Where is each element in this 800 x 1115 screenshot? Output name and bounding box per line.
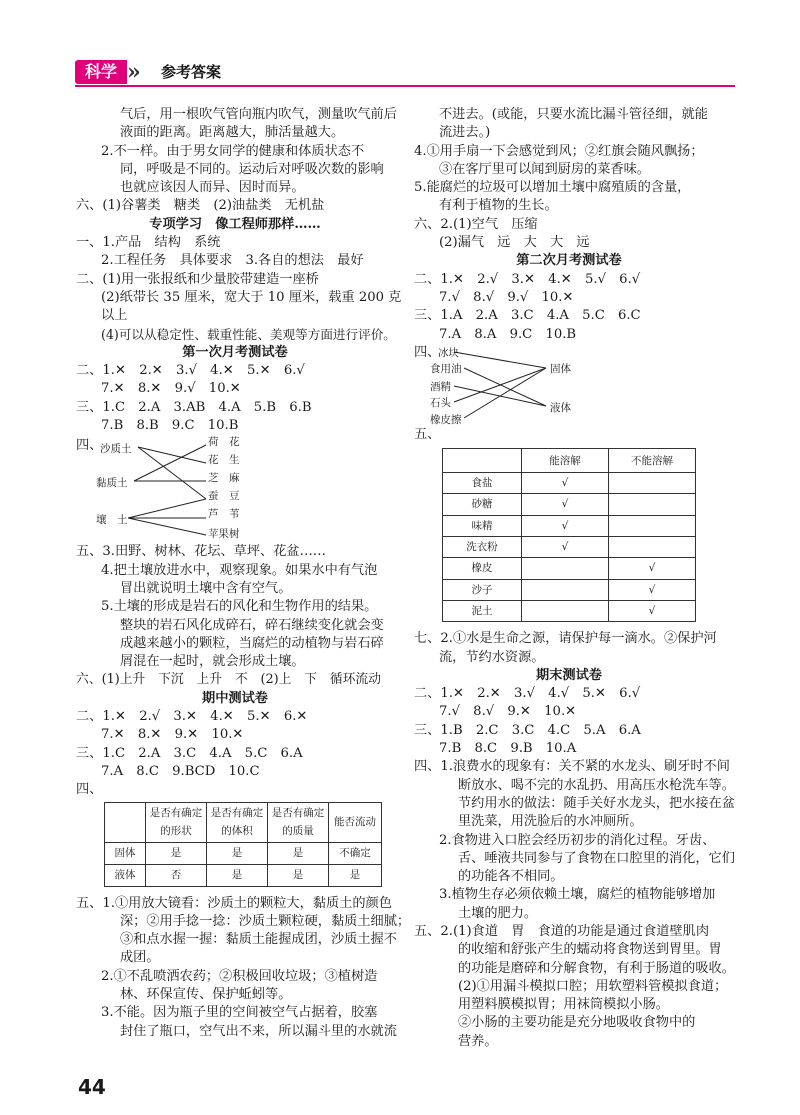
text-line: 三、1.A 2.A 3.C 4.A 5.C 6.C (414, 308, 641, 324)
table-cell: 砂糖 (443, 494, 522, 515)
header-rule (75, 85, 735, 87)
text-line: 六、(1)上升 下沉 上升 不 (2)上 下 循环流动 (76, 672, 381, 688)
table-header-cell: 能否流动 (329, 802, 382, 842)
section-title: 期末测试卷 (536, 667, 602, 683)
section-title: 第一次月考测试卷 (182, 344, 288, 360)
text-line: 2.食物进入口腔会经历初步的消化过程。牙齿、 (439, 832, 716, 848)
text-line: 封住了瓶口，空气出不来，所以漏斗里的水就流 (120, 1023, 397, 1039)
text-line: 7.B 8.C 9.B 10.A (439, 741, 577, 757)
table-cell: √ (609, 558, 696, 579)
text-line: 5.土壤的形成是岩石的风化和生物作用的结果。 (101, 599, 378, 615)
text-line: 一、1.产品 结构 系统 (76, 235, 221, 251)
text-line: 的功能是磨碎和分解食物，有利于肠道的吸收。 (458, 960, 735, 976)
soil-plant-matching (76, 435, 394, 543)
text-line: 以上 (101, 308, 128, 324)
text-line: 4.把土壤放进水中，观察现象。如果水中有气泡 (101, 562, 378, 578)
left-column (76, 106, 411, 1041)
table-cell: 否 (146, 864, 207, 886)
table-cell: 味精 (443, 515, 522, 536)
matter-properties-table (104, 802, 382, 887)
header-title: 参考答案 (161, 63, 222, 81)
table-header-cell: 能溶解 (522, 449, 609, 473)
text-line: 五、3.田野、树林、花坛、草坪、花盆…… (76, 544, 326, 560)
text-line: 3.不能。因为瓶子里的空间被空气占据着，胶塞 (101, 1005, 378, 1021)
text-line: 4.①用手扇一下会感觉到风；②红旗会随风飘扬； (414, 143, 704, 159)
text-line: 2.工程任务 具体要求 3.各自的想法 最好 (101, 253, 364, 269)
table-cell: 是 (268, 864, 329, 886)
text-line: 也就应该因人而异、因时而异。 (120, 180, 305, 196)
table-header-cell: 是否有确定的体积 (207, 802, 268, 842)
state-label: 固体 (550, 362, 571, 375)
table-cell: 不确定 (329, 842, 382, 864)
text-line: 七、2.①水是生命之源，请保护每一滴水。②保护河 (414, 631, 717, 647)
substance-label: 食用油 (430, 362, 462, 375)
table-cell: 洗衣粉 (443, 537, 522, 558)
text-line: 六、2.(1)空气 压缩 (414, 216, 538, 232)
table-cell: √ (522, 494, 609, 515)
plant-label: 花 生 (208, 454, 240, 467)
text-line: 二、1.✕ 2.✕ 3.√ 4.✕ 5.✕ 6.√ (76, 363, 305, 379)
state-label: 液体 (550, 401, 571, 414)
substance-label: 酒精 (430, 380, 451, 393)
table-cell: 是 (329, 864, 382, 886)
section-title: 期中测试卷 (202, 690, 268, 706)
text-line: 节约用水的做法：随手关好水龙头，把水接在盆 (458, 795, 735, 811)
state-matching (414, 344, 724, 426)
table-cell (522, 600, 609, 621)
table-cell: 是 (268, 842, 329, 864)
text-line: 的收缩和舒张产生的蠕动将食物送到胃里。胃 (458, 942, 722, 958)
question-label: 四、 (76, 438, 103, 454)
text-line: 7.A 8.A 9.C 10.B (439, 326, 577, 342)
text-line: (2)纸带长 35 厘米，宽大于 10 厘米，载重 200 克 (101, 289, 402, 305)
table-cell: 是 (207, 842, 268, 864)
table-cell: √ (522, 537, 609, 558)
table-cell: 液体 (105, 864, 146, 886)
text-line: 7.✕ 8.✕ 9.√ 10.✕ (101, 381, 241, 397)
text-line: 三、1.C 2.A 3.AB 4.A 5.B 6.B (76, 399, 312, 415)
plant-label: 芝 麻 (208, 472, 240, 485)
text-line: 四、1.浪费水的现象有：关不紧的水龙头、刷牙时不间 (414, 759, 730, 775)
text-line: 7.B 8.B 9.C 10.B (101, 418, 239, 434)
text-line: 三、1.B 2.C 3.C 4.C 5.A 6.A (414, 722, 641, 738)
table-cell: 是 (146, 842, 207, 864)
text-line: 7.A 8.C 9.BCD 10.C (101, 763, 260, 779)
text-line: 二、1.✕ 2.✕ 3.√ 4.√ 5.✕ 6.√ (414, 686, 641, 702)
text-line: 里洗菜，用洗脸后的水冲厕所。 (458, 814, 643, 830)
text-line: 冒出就说明土壤中含有空气。 (120, 580, 292, 596)
text-line: 营养。 (458, 1033, 498, 1049)
plant-label: 芦 苇 (208, 508, 240, 521)
text-line: 五、1.①用放大镜看：沙质土的颗粒大，黏质土的颜色 (76, 895, 392, 911)
table-header-cell: 是否有确定的质量 (268, 802, 329, 842)
plant-label: 苹果树 (208, 528, 240, 541)
substance-label: 石头 (430, 396, 451, 409)
text-line: 五、 (414, 426, 441, 442)
table-cell: √ (522, 473, 609, 494)
table-cell (609, 515, 696, 536)
text-line: 2.不一样。由于男女同学的健康和体质状态不 (101, 143, 365, 159)
table-header-cell: 是否有确定的形状 (146, 802, 207, 842)
text-line: 流，节约水资源。 (439, 649, 545, 665)
text-line: 整块的岩石风化成碎石，碎石继续变化就会变 (120, 617, 384, 633)
soil-label: 沙质土 (100, 443, 132, 456)
subject-tab: 科学 (75, 60, 127, 84)
text-line: 不进去。(或能，只要水流比漏斗管径细，就能 (439, 107, 708, 122)
text-line: 流进去。) (439, 125, 491, 141)
text-line: 土壤的肥力。 (458, 905, 538, 921)
table-header-cell (443, 449, 522, 473)
text-line: 舌、唾液共同参与了食物在口腔里的消化，它们 (458, 850, 735, 866)
table-header-cell: 不能溶解 (609, 449, 696, 473)
text-line: 同，呼吸是不同的。运动后对呼吸次数的影响 (120, 161, 384, 177)
text-line: 2.①不乱喷洒农药；②积极回收垃圾；③植树造 (101, 968, 378, 984)
table-cell: 橡皮 (443, 558, 522, 579)
text-line: 屑混在一起时，就会形成土壤。 (120, 654, 305, 670)
text-line: 五、2.(1)食道 胃 食道的功能是通过食道壁肌肉 (414, 923, 710, 939)
soil-label: 壤 土 (96, 514, 128, 527)
table-cell: 泥土 (443, 600, 522, 621)
text-line: 有利于植物的生长。 (439, 198, 558, 214)
table-cell: 是 (207, 864, 268, 886)
text-line: 二、(1)用一张报纸和少量胶带建造一座桥 (76, 271, 319, 287)
text-line: 3.植物生存必须依赖土壤，腐烂的植物能够增加 (439, 887, 716, 903)
table-cell: √ (609, 600, 696, 621)
text-line: 7.√ 8.√ 9.√ 10.✕ (439, 289, 574, 305)
text-line: 四、 (76, 782, 103, 798)
text-line: 液面的距离。距离越大，肺活量越大。 (120, 125, 345, 141)
page-header (75, 56, 735, 86)
solubility-table (442, 448, 696, 622)
text-line: ③和点水握一握：黏质土能握成团，沙质土握不 (120, 932, 397, 948)
table-cell (609, 473, 696, 494)
table-cell: 固体 (105, 842, 146, 864)
text-line: (2)①用漏斗模拟口腔；用软塑料管模拟食道； (458, 978, 728, 994)
substance-label: 冰块 (438, 346, 459, 359)
text-line: 7.✕ 8.✕ 9.✕ 10.✕ (101, 727, 244, 743)
section-title: 第二次月考测试卷 (516, 253, 622, 269)
text-line: 断放水、喝不完的水乱扔、用高压水枪洗车等。 (458, 777, 735, 793)
text-line: 7.√ 8.√ 9.✕ 10.✕ (439, 704, 577, 720)
text-line: 深；②用手捻一捻：沙质土颗粒硬，黏质土细腻； (120, 913, 411, 929)
table-cell (522, 579, 609, 600)
text-line: (4)可以从稳定性、载重性能、美观等方面进行评价。 (101, 326, 396, 342)
double-chevron-icon: » (127, 59, 141, 85)
text-line: 成越来越小的颗粒，当腐烂的动植物与岩石碎 (120, 635, 384, 651)
table-cell: 食盐 (443, 473, 522, 494)
text-line: 三、1.C 2.A 3.C 4.A 5.C 6.A (76, 745, 303, 761)
text-line: 用塑料膜模拟胃；用袜筒模拟小肠。 (458, 997, 669, 1013)
table-cell: √ (609, 579, 696, 600)
text-line: 5.能腐烂的垃圾可以增加土壤中腐殖质的含量， (414, 180, 691, 196)
table-cell: √ (522, 515, 609, 536)
table-header-cell (105, 802, 146, 842)
text-line: 林、环保宣传、保护蚯蚓等。 (120, 986, 292, 1002)
text-line: 六、(1)谷薯类 糖类 (2)油盐类 无机盐 (76, 198, 325, 214)
table-cell (609, 494, 696, 515)
right-column (414, 106, 735, 1051)
table-cell: 沙子 (443, 579, 522, 600)
plant-label: 荷 花 (208, 436, 240, 449)
text-line: (2)漏气 远 大 大 远 (439, 235, 590, 251)
page-number: 44 (78, 1075, 106, 1099)
table-cell (522, 558, 609, 579)
text-line: 二、1.✕ 2.√ 3.✕ 4.✕ 5.√ 6.√ (414, 271, 641, 287)
text-line: 成团。 (120, 950, 160, 966)
table-cell (609, 537, 696, 558)
substance-label: 橡皮擦 (430, 413, 462, 426)
plant-label: 蚕 豆 (208, 490, 240, 503)
text-line: ③在客厅里可以闻到厨房的菜香味。 (439, 161, 650, 177)
soil-label: 黏质土 (96, 477, 128, 490)
text-line: ②小肠的主要功能是充分地吸收食物中的 (458, 1015, 696, 1031)
text-line: 二、1.✕ 2.√ 3.✕ 4.✕ 5.✕ 6.✕ (76, 709, 308, 725)
text-line: 的功能各不相同。 (458, 869, 564, 885)
question-label: 四、 (414, 344, 441, 360)
section-title: 专项学习 像工程师那样…… (149, 216, 321, 232)
text-line: 气后，用一根吹气管向瓶内吹气，测量吹气前后 (120, 107, 397, 122)
